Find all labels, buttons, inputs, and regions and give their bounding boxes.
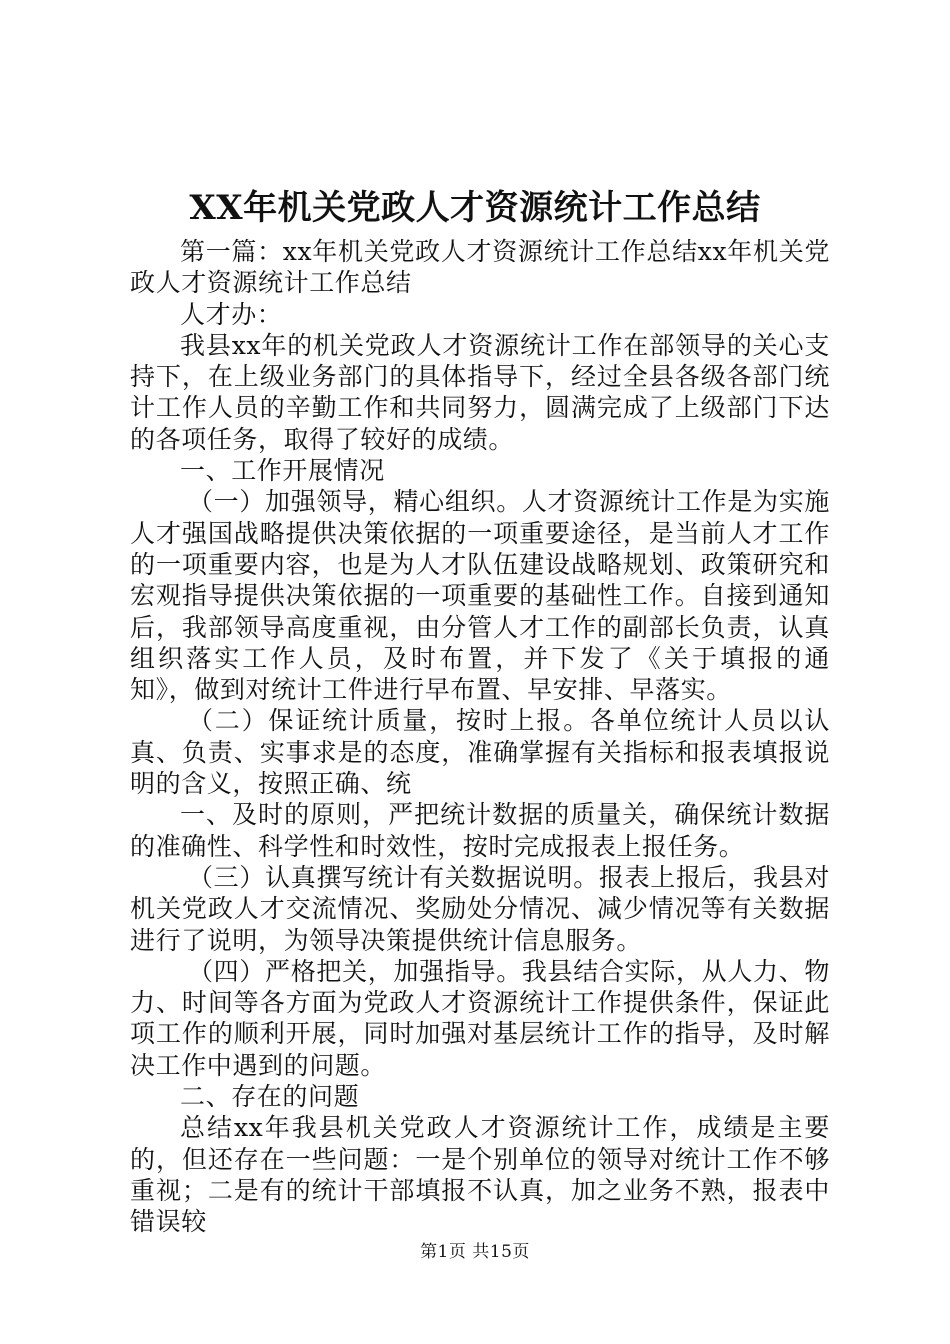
section-heading-problems: 二、存在的问题 — [180, 1082, 360, 1112]
paragraph-recipient: 人才办： — [180, 299, 283, 329]
document-title: XX年机关党政人才资源统计工作总结 — [189, 188, 761, 228]
paragraph-summary: 我县xx年的机关党政人才资源统计工作在部领导的关心支持下，在上级业务部门的具体指导下，经过全县各级各部门统计工作人员的辛勤工作和共同努力，圆满完成了上级部门下达的各项任务，取得了较好的成绩。 — [130, 330, 830, 454]
paragraph-item-4: （四）严格把关，加强指导。我县结合实际，从人力、物力、时间等各方面为党政人才资源统计工作提供条件，保证此项工作的顺利开展，同时加强对基层统计工作的指导，及时解决工作中遇到的问题。 — [130, 956, 830, 1080]
page-footer: 第1页 共15页 — [420, 1242, 530, 1262]
paragraph-item-1: （一）加强领导，精心组织。人才资源统计工作是为实施人才强国战略提供决策依据的一项重要途径，是当前人才工作的一项重要内容，也是为人才队伍建设战略规划、政策研究和宏观指导提供决策依据的一项重要的基础性工作。自接到通知后，我部领导高度重视，由分管人才工作的副部长负责，认真组织落实工作人员，及时布置，并下发了《关于填报的通知》，做到对统计工件进行早布置、早安排、早落实。 — [130, 487, 830, 705]
paragraph-intro: 第一篇：xx年机关党政人才资源统计工作总结xx年机关党政人才资源统计工作总结 — [130, 237, 830, 298]
paragraph-item-3: （三）认真撰写统计有关数据说明。报表上报后，我县对机关党政人才交流情况、奖励处分情况、减少情况等有关数据进行了说明，为领导决策提供统计信息服务。 — [130, 862, 830, 955]
paragraph-item-2: （二）保证统计质量，按时上报。各单位统计人员以认真、负责、实事求是的态度，准确掌握有关指标和报表填报说明的含义，按照正确、统 — [130, 706, 830, 799]
paragraph-item-2-cont: 一、及时的原则，严把统计数据的质量关，确保统计数据的准确性、科学性和时效性，按时完成报表上报任务。 — [130, 800, 830, 861]
document-body — [130, 236, 830, 1238]
paragraph-problems: 总结xx年我县机关党政人才资源统计工作，成绩是主要的，但还存在一些问题：一是个别单位的领导对统计工作不够重视；二是有的统计干部填报不认真，加之业务不熟，报表中错误较 — [130, 1113, 830, 1237]
section-heading-work: 一、工作开展情况 — [180, 456, 385, 486]
